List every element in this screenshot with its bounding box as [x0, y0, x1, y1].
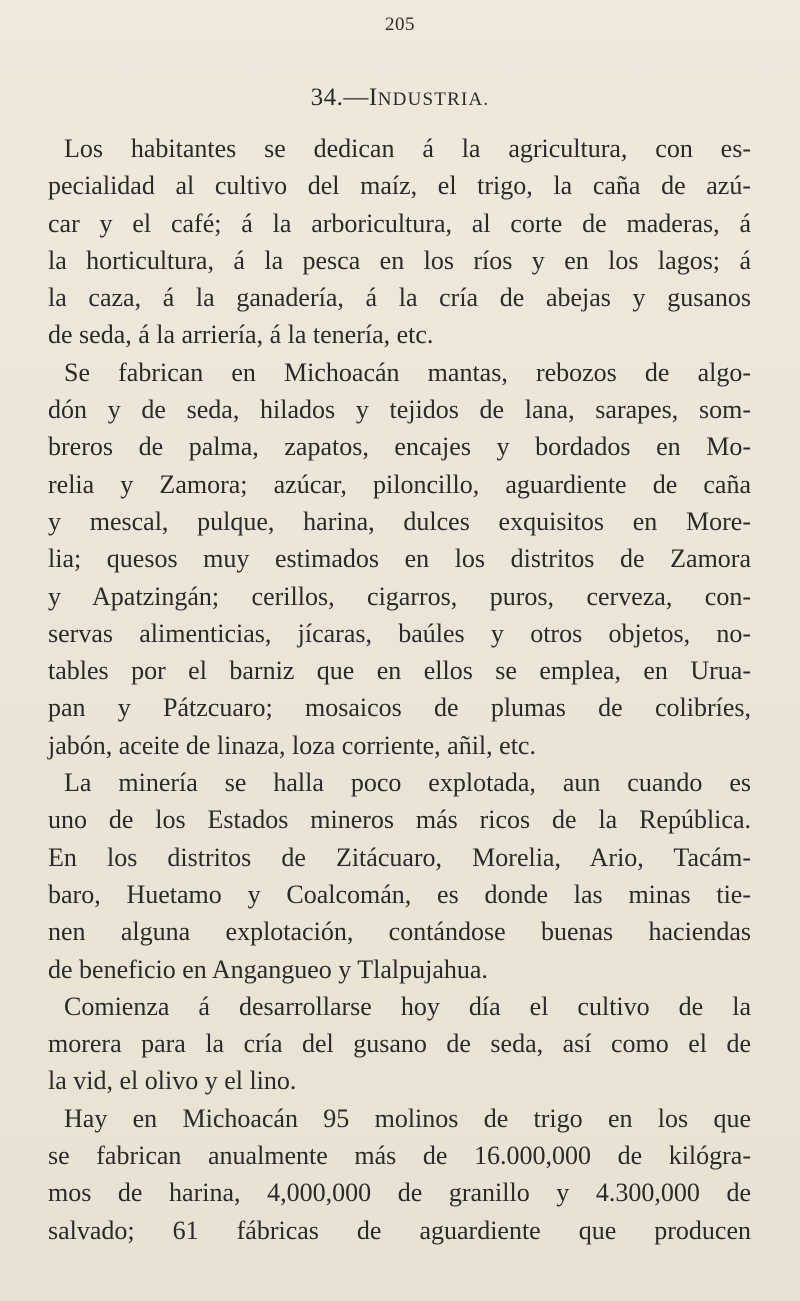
text-line: baro, Huetamo y Coalcomán, es donde las minas tie- — [48, 879, 751, 909]
text-line: tables por el barniz que en ellos se emplea, en Urua- — [48, 656, 751, 686]
text-line: se fabrican anualmente más de 16.000,000 de kilógra- — [48, 1141, 751, 1171]
text-line: La minería se halla poco explotada, aun cuando es — [64, 768, 751, 798]
text-line: Se fabrican en Michoacán mantas, rebozos de algo- — [64, 357, 751, 387]
text-line: lia; quesos muy estimados en los distritos de Zamora — [48, 544, 751, 574]
text-line: de beneficio en Angangueo y Tlalpujahua. — [48, 954, 488, 984]
text-line: la vid, el olivo y el lino. — [48, 1066, 297, 1096]
page-number: 205 — [385, 14, 415, 35]
text-line: car y el café; á la arboricultura, al corte de maderas, á — [48, 208, 751, 238]
text-line: Los habitantes se dedican á la agricultura, con es- — [64, 134, 751, 163]
text-line: salvado; 61 fábricas de aguardiente que producen — [48, 1215, 751, 1245]
text-line: En los distritos de Zitácuaro, Morelia, Ario, Tacám- — [48, 842, 751, 872]
text-line: relia y Zamora; azúcar, piloncillo, aguardiente de caña — [48, 469, 751, 499]
section-initial: I — [368, 84, 378, 111]
section-number: 34.— — [310, 84, 369, 111]
text-line: nen alguna explotación, contándose buenas haciendas — [48, 917, 751, 947]
text-line: dón y de seda, hilados y tejidos de lana, sarapes, som- — [48, 395, 751, 425]
text-line: pan y Pátzcuaro; mosaicos de plumas de colibríes, — [48, 693, 751, 723]
text-line: y Apatzingán; cerillos, cigarros, puros, cerveza, con- — [48, 581, 751, 611]
text-line: y mescal, pulque, harina, dulces exquisitos en More- — [48, 506, 751, 536]
text-line: mos de harina, 4,000,000 de granillo y 4.300,000 de — [48, 1178, 751, 1208]
body-text — [48, 130, 751, 1249]
section-title-rest: NDUSTRIA. — [377, 89, 490, 110]
text-line: la caza, á la ganadería, á la cría de abejas y gusanos — [48, 283, 751, 313]
text-line: morera para la cría del gusano de seda, así como el de — [48, 1029, 751, 1059]
text-line: breros de palma, zapatos, encajes y bordados en Mo- — [48, 432, 751, 462]
text-line: la horticultura, á la pesca en los ríos y en los lagos; á — [48, 245, 751, 275]
section-heading — [0, 84, 800, 112]
text-line: de seda, á la arriería, á la tenería, etc. — [48, 320, 434, 350]
text-line: Comienza á desarrollarse hoy día el cultivo de la — [64, 991, 751, 1021]
text-line: uno de los Estados mineros más ricos de la República. — [48, 805, 751, 835]
text-line: jabón, aceite de linaza, loza corriente, añil, etc. — [48, 730, 536, 760]
text-line: pecialidad al cultivo del maíz, el trigo, la caña de azú- — [48, 171, 751, 201]
text-line: servas alimenticias, jícaras, baúles y otros objetos, no- — [48, 618, 751, 648]
text-line: Hay en Michoacán 95 molinos de trigo en los que — [64, 1103, 751, 1133]
